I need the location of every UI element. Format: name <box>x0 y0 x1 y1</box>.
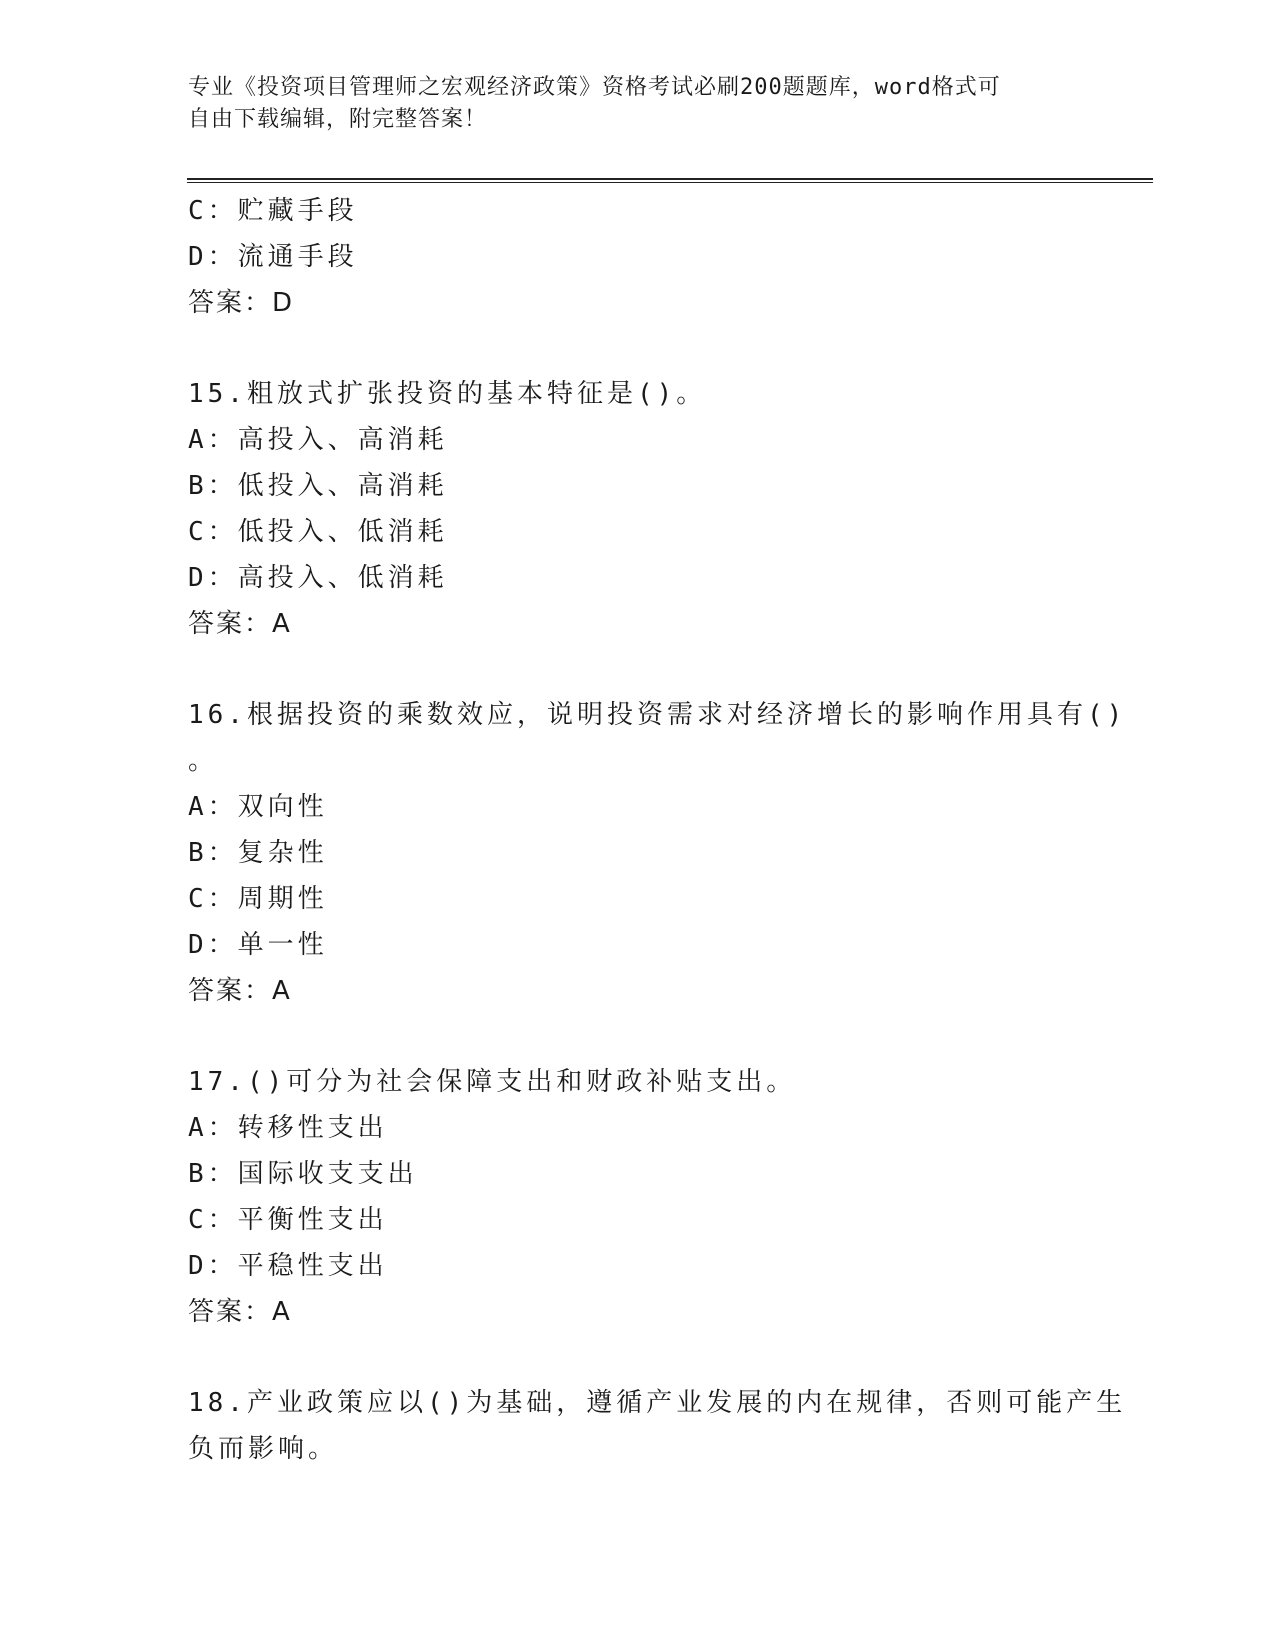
option-d: D：平稳性支出 <box>188 1251 388 1281</box>
spacer <box>188 326 1088 371</box>
option-d: D：流通手段 <box>188 242 358 272</box>
option-d: D：单一性 <box>188 930 328 960</box>
question-stem-continuation: 。 <box>188 746 219 776</box>
option-d: D：高投入、低消耗 <box>188 563 448 593</box>
option-b: B：低投入、高消耗 <box>188 471 448 501</box>
question-stem: 15.粗放式扩张投资的基本特征是()。 <box>188 379 707 409</box>
document-header <box>188 72 1068 136</box>
option-c: C：周期性 <box>188 884 328 914</box>
header-line-2: 自由下载编辑，附完整答案！ <box>188 107 488 132</box>
option-c: C：贮藏手段 <box>188 196 358 226</box>
question-18 <box>188 1380 1127 1472</box>
answer-label: 答案：A <box>188 976 292 1006</box>
option-b: B：复杂性 <box>188 838 328 868</box>
question-stem: 16.根据投资的乘数效应，说明投资需求对经济增长的影响作用具有() <box>188 700 1127 730</box>
question-15 <box>188 371 1088 647</box>
question-stem: 17.()可分为社会保障支出和财政补贴支出。 <box>188 1067 797 1097</box>
option-a: A：转移性支出 <box>188 1113 388 1143</box>
question-list <box>188 188 1127 1472</box>
header-line-1: 专业《投资项目管理师之宏观经济政策》资格考试必刷200题题库，word格式可 <box>188 75 1001 100</box>
spacer <box>188 647 1088 692</box>
answer-label: 答案：A <box>188 609 292 639</box>
answer-label: 答案：D <box>188 288 295 318</box>
option-b: B：国际收支支出 <box>188 1159 418 1189</box>
answer-label: 答案：A <box>188 1297 292 1327</box>
header-divider <box>187 178 1153 183</box>
option-a: A：高投入、高消耗 <box>188 425 448 455</box>
spacer <box>188 1335 1088 1380</box>
spacer <box>188 1014 1088 1059</box>
question-16 <box>188 692 1127 1014</box>
option-c: C：平衡性支出 <box>188 1205 388 1235</box>
option-a: A：双向性 <box>188 792 328 822</box>
question-14-remainder <box>188 188 1088 326</box>
question-stem-continuation: 负而影响。 <box>188 1434 339 1464</box>
option-c: C：低投入、低消耗 <box>188 517 448 547</box>
question-17 <box>188 1059 1088 1335</box>
question-stem: 18.产业政策应以()为基础，遵循产业发展的内在规律，否则可能产生 <box>188 1388 1127 1418</box>
